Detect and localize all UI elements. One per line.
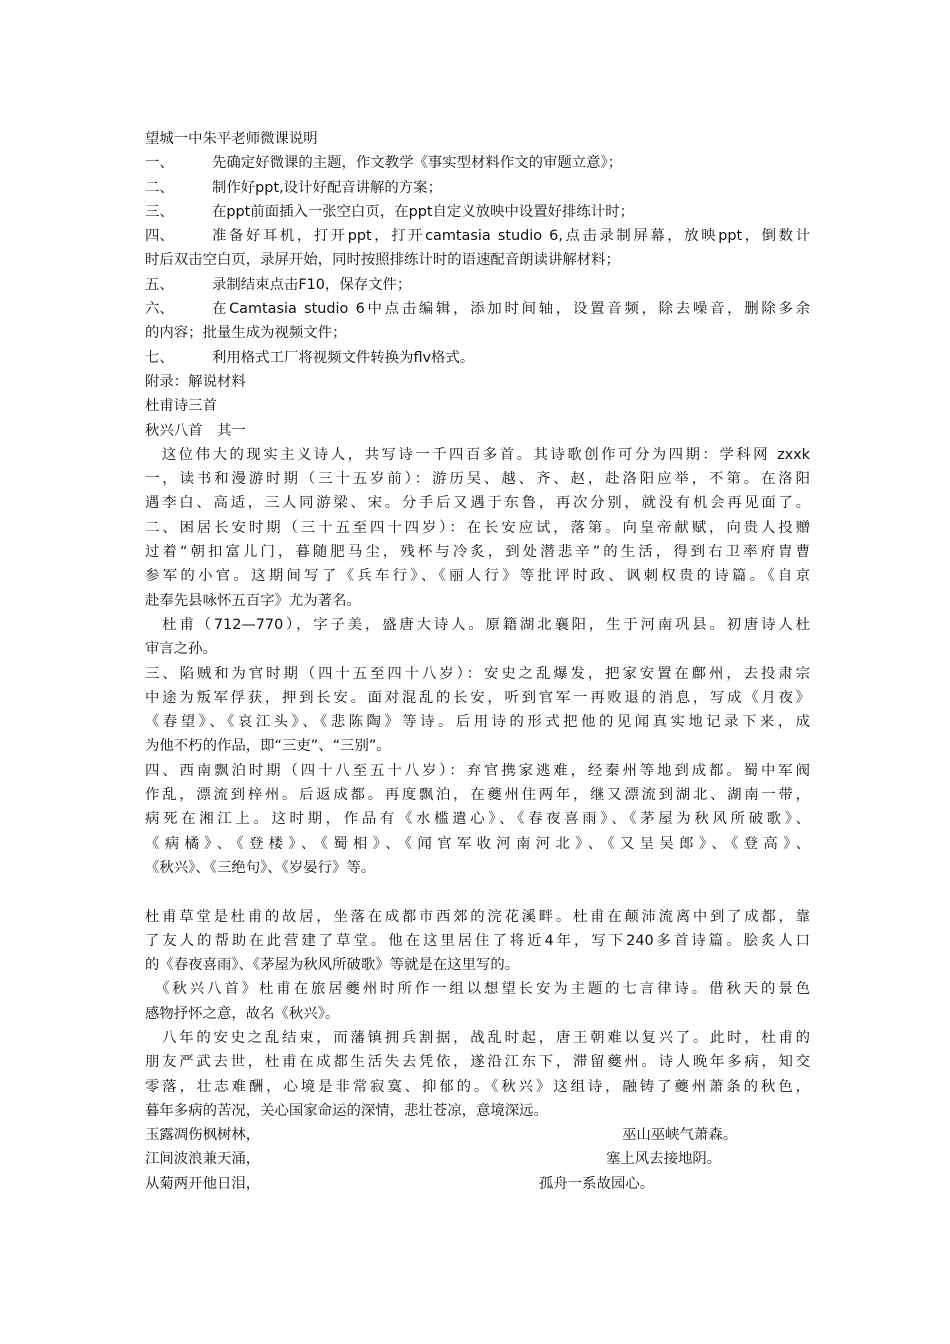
step-3: [145, 200, 810, 224]
text-line: 赴奉先县咏怀五百字》尤为著名。: [145, 592, 361, 609]
text-line: 这位伟大的现实主义诗人，共写诗一千四百多首。其诗歌创作可分为四期：学科网 zxxk: [145, 446, 810, 463]
text-line: 《秋兴八首》杜甫在旅居夔州时所作一组以想望长安为主题的七言律诗。借秋天的景色: [145, 981, 810, 998]
step-1: [145, 151, 810, 175]
step-number: 一、: [145, 155, 174, 172]
step-text: 在Camtasia studio 6中点击编辑，添加时间轴，设置音频，除去噪音，删除多余: [212, 301, 810, 318]
text-line: 了友人的帮助在此营建了草堂。他在这里居住了将近4年，写下240多首诗篇。脍炙人口: [145, 932, 810, 949]
step-number: 六、: [145, 301, 174, 318]
step-7: [145, 346, 810, 370]
blank-line: [145, 880, 810, 904]
poem-couplet: [145, 1123, 810, 1147]
text-line: 的《春夜喜雨》、《茅屋为秋风所破歌》等就是在这里写的。: [145, 957, 520, 974]
step-text: 利用格式工厂将视频文件转换为flv格式。: [212, 349, 475, 366]
paragraph-period-four: [145, 759, 810, 880]
section-heading: 杜甫诗三首: [145, 398, 217, 415]
text-line: 中途为叛军俘获，押到长安。面对混乱的长安，听到官军一再败退的消息，写成《月夜》: [145, 689, 810, 706]
text-line: 遇李白、高适，三人同游梁、宋。分手后又遇于东鲁，再次分别，就没有机会再见面了。: [145, 495, 810, 512]
text-line: 《病橘》、《登楼》、《蜀相》、《闻官军收河南河北》、《又呈吴郎》、《登高》、: [145, 835, 810, 852]
paragraph-biography: [145, 613, 810, 662]
step-continuation: 时后双击空白页，录屏开始，同时按照排练计时的语速配音朗读讲解材料；: [145, 252, 620, 269]
text-line: 一，读书和漫游时期（三十五岁前）：游历吴、越、齐、赵，赴洛阳应举，不第。在洛阳: [145, 471, 810, 488]
poem-lines: [145, 1123, 810, 1196]
text-line: 三、陷贼和为官时期（四十五至四十八岁）：安史之乱爆发，把家安置在鄜州，去投肃宗: [145, 665, 810, 682]
text-line: 二、困居长安时期（三十五至四十四岁）：在长安应试，落第。向皇帝献赋，向贵人投赠: [145, 519, 810, 536]
poem-line-right: 塞上风去接地阴。: [606, 1151, 722, 1168]
appendix-label: 附录：解说材料: [145, 373, 246, 390]
poem-line-left: 江间波浪兼天涌，: [145, 1151, 261, 1168]
step-number: 三、: [145, 203, 174, 220]
poem-couplet: [145, 1172, 810, 1196]
poem-heading: 秋兴八首 其一: [145, 422, 246, 439]
paragraph-periods-intro: [145, 443, 810, 613]
text-line: 八年的安史之乱结束，而藩镇拥兵割据，战乱时起，唐王朝难以复兴了。此时，杜甫的: [145, 1029, 810, 1046]
text-line: 暮年多病的苦况，关心国家命运的深情，悲壮苍凉，意境深远。: [145, 1102, 548, 1119]
text-line: 过着“朝扣富儿门，暮随肥马尘，残杯与冷炙，到处潜悲辛”的生活，得到右卫率府胄曹: [145, 544, 810, 561]
text-line: 四、西南飘泊时期（四十八至五十八岁）：弃官携家逃难，经秦州等地到成都。蜀中军阀: [145, 762, 810, 779]
step-text: 准备好耳机，打开ppt，打开camtasia studio 6,点击录制屏幕，放映ppt，倒数计: [212, 228, 810, 245]
step-6: [145, 297, 810, 321]
step-text: 制作好ppt,设计好配音讲解的方案；: [212, 179, 442, 196]
paragraph-period-three: [145, 662, 810, 759]
text-line: 病死在湘江上。这时期，作品有《水槛遣心》、《春夜喜雨》、《茅屋为秋风所破歌》、: [145, 811, 810, 828]
step-text: 在ppt前面插入一张空白页，在ppt自定义放映中设置好排练计时；: [212, 203, 634, 220]
text-line: 作乱，漂流到梓州。后返成都。再度飘泊，在夔州住两年，继又漂流到湖北、湖南一带，: [145, 787, 810, 804]
paragraph-thatched-cottage: [145, 905, 810, 978]
text-line: 参军的小官。这期间写了《兵车行》、《丽人行》等批评时政、讽刺权贵的诗篇。《自京: [145, 568, 810, 585]
step-number: 四、: [145, 228, 174, 245]
poem-line-right: 孤舟一系故园心。: [539, 1175, 655, 1192]
text-line: 朋友严武去世，杜甫在成都生活失去凭依，遂沿江东下，滞留夔州。诗人晚年多病，知交: [145, 1054, 810, 1071]
step-number: 五、: [145, 276, 174, 293]
text-line: 杜甫草堂是杜甫的故居，坐落在成都市西郊的浣花溪畔。杜甫在颠沛流离中到了成都，靠: [145, 908, 810, 925]
document-title: 望城一中朱平老师微课说明: [145, 131, 318, 147]
step-5: [145, 273, 810, 297]
step-number: 七、: [145, 349, 174, 366]
step-text: 录制结束点击F10，保存文件；: [212, 276, 412, 293]
step-continuation: 的内容；批量生成为视频文件；: [145, 325, 347, 342]
text-line: 零落，壮志难酬，心境是非常寂寞、抑郁的。《秋兴》这组诗，融铸了夔州萧条的秋色，: [145, 1078, 810, 1095]
text-line: 为他不朽的作品，即“三吏”、“三别”。: [145, 738, 391, 755]
text-line: 感物抒怀之意，故名《秋兴》。: [145, 1005, 340, 1022]
step-number: 二、: [145, 179, 174, 196]
paragraph-qiuxing: [145, 977, 810, 1026]
text-line: 审言之孙。: [145, 641, 217, 658]
step-4: [145, 224, 810, 248]
document-page: [145, 127, 810, 1196]
step-text: 先确定好微课的主题，作文教学《事实型材料作文的审题立意》；: [212, 155, 623, 172]
paragraph-background: [145, 1026, 810, 1123]
poem-couplet: [145, 1147, 810, 1171]
text-line: 《秋兴》、《三绝句》、《岁晏行》等。: [145, 859, 376, 876]
text-line: 杜甫（712—770），字子美，盛唐大诗人。原籍湖北襄阳，生于河南巩县。初唐诗人杜: [145, 616, 810, 633]
step-2: [145, 176, 810, 200]
poem-line-right: 巫山巫峡气萧森。: [622, 1127, 738, 1144]
poem-line-left: 从菊两开他日泪，: [145, 1175, 261, 1192]
text-line: 《春望》、《哀江头》、《悲陈陶》等诗。后用诗的形式把他的见闻真实地记录下来，成: [145, 714, 810, 731]
poem-line-left: 玉露凋伤枫树林，: [145, 1127, 261, 1144]
